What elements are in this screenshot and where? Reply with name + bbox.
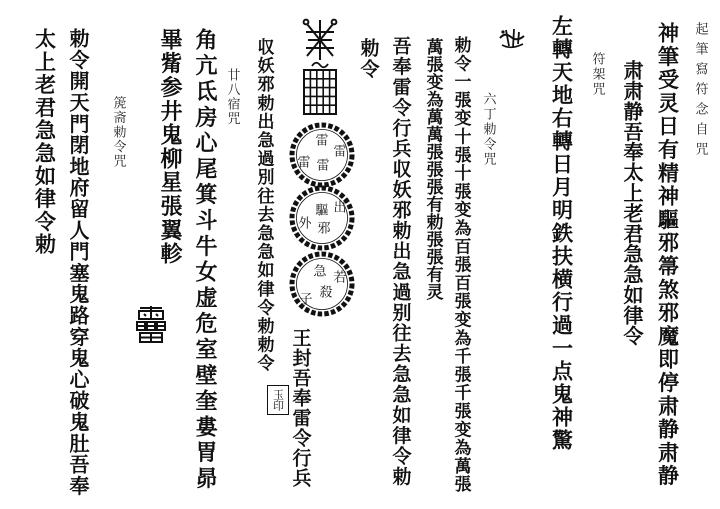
incantation-title-frame: 符架咒	[589, 52, 605, 97]
verse-column-10: 太上老君急急如律令勅	[32, 28, 58, 256]
kill-circle	[292, 254, 352, 314]
circle-char: 雷	[333, 144, 347, 160]
incantation-title-brush: 起筆寫符念自咒	[692, 22, 708, 162]
circle-char: 邪	[317, 221, 331, 237]
thunder-circle	[292, 125, 352, 185]
talisman-figure	[280, 10, 365, 330]
mansions-column-1: 角亢氐房心尾箕斗牛女虚危室壁奎婁胃昴	[192, 28, 218, 493]
mansions-column-2: 畢觜参井鬼柳星張翼軫	[157, 28, 183, 266]
circle-char: 子	[299, 292, 313, 308]
verse-column-9: 勅令開天門閉地府留人門塞鬼路穿鬼心破鬼肚吾奉	[66, 28, 90, 497]
jade-seal	[267, 385, 289, 415]
incantation-title-command: 箎斋勅令咒	[110, 96, 126, 169]
thunder-glyph-icon	[134, 304, 168, 344]
circle-char: 外	[298, 216, 312, 232]
verse-column-5: 萬張变為萬萬張張張有勅張張有灵	[422, 38, 443, 301]
exorcism-circle	[292, 188, 352, 248]
circle-char: 雷	[297, 155, 311, 171]
circle-char: 驅	[315, 203, 329, 219]
talisman-sigil-icon	[304, 20, 337, 60]
talisman-mark-icon	[497, 26, 527, 52]
seal-text: 玉印	[271, 389, 285, 411]
circle-char: 雷	[315, 133, 329, 149]
circle-char: 殺	[319, 285, 333, 301]
verse-column-4: 勅令一張变十張十張变為百張百張变為千張千張变為萬張	[450, 36, 471, 494]
verse-column-7: 勅令	[357, 38, 380, 80]
circle-char: 若	[333, 270, 347, 286]
circle-char: 出	[333, 200, 347, 216]
incantation-title-mansions: 廿八宿咒	[224, 68, 240, 126]
incantation-title-six-ding: 六丁勅令咒	[480, 92, 496, 167]
curl-ornament	[312, 63, 328, 68]
circle-char: 雷	[316, 158, 330, 174]
verse-column-1: 神筆受灵日有精神驅邪箒煞邪魔即停肃静肃静	[655, 22, 681, 488]
circle-char: 急	[313, 264, 327, 280]
verse-column-2: 肃肃静吾奉太上老君急急如律令	[620, 60, 644, 346]
talisman-grid-icon	[304, 70, 336, 114]
verse-column-3: 左轉天地右轉日月明鉄扶横行過一点鬼神驚	[549, 15, 575, 452]
verse-column-6: 吾奉雷令行兵収妖邪勅出急過别往去急急如律令勅	[389, 36, 412, 487]
verse-column-8: 収妖邪勅出急過別往去急急如律令勅勅令	[253, 38, 274, 373]
talisman-inscription: 王封吾奉雷令行兵	[289, 328, 312, 488]
